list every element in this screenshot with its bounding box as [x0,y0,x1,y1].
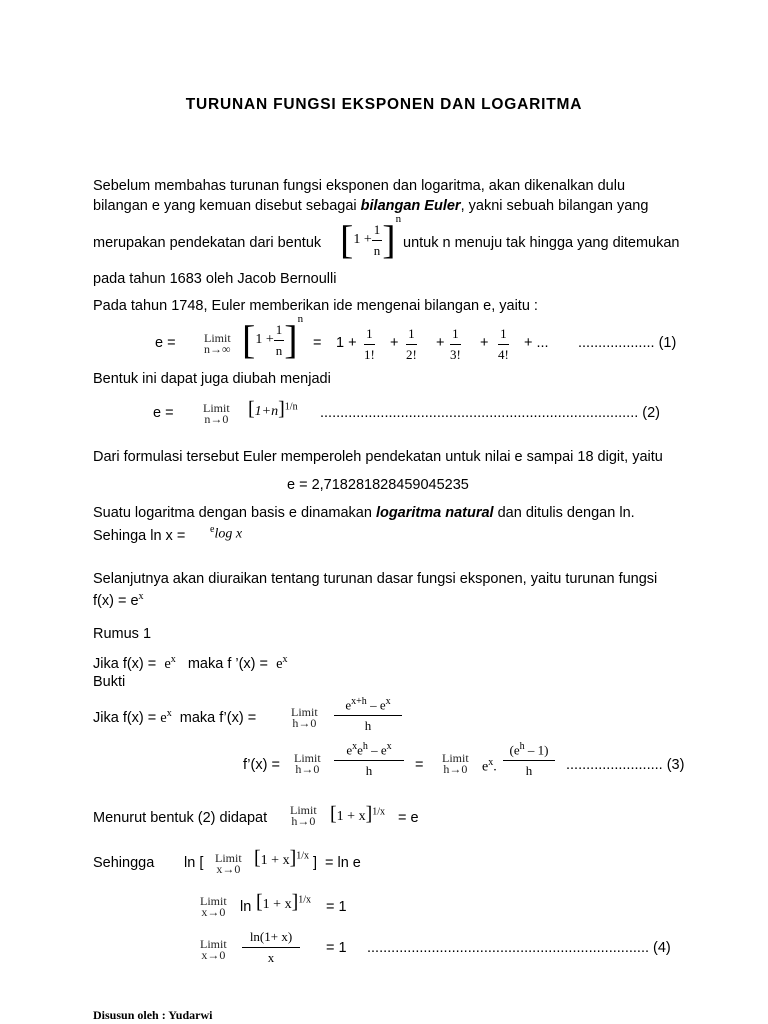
e-value: e = 2,718281828459045235 [287,477,469,493]
formula-bernoulli: [1 + $\frac{1}{n}$ ]$^n$ [340,212,402,262]
paragraph-formulasi: Dari formulasi tersebut Euler memperoleh pendekatan untuk nilai e sampai 18 digit, yaitu [93,449,663,465]
term-bilangan-euler: bilangan Euler [360,198,461,214]
paragraph-intro-line3b: untuk n menuju tak hingga yang ditemukan [403,235,680,251]
ln-limit: Limit x→0 [200,894,227,919]
paragraph-bentuk: Bentuk ini dapat juga diubah menjadi [93,371,331,387]
fx-definition: $f(x) = e^x$ [93,591,144,609]
paragraph-euler-idea: Pada tahun 1748, Euler memberikan ide mengenai bilangan e, yaitu : [93,298,538,314]
log-expression: $^e$log x [210,524,243,542]
paragraph-intro-line3a: merupakan pendekatan dari bentuk [93,235,322,251]
sehinga-ln: Sehinga ln x = [93,528,186,544]
term-logaritma-natural: logaritma natural [375,505,494,521]
eq4-limit: Limit x→0 [200,937,227,962]
eq2-ref: ............................................................................... (2) [320,405,661,421]
eq4-fraction: $\frac{\ln(1+ x)}{x}$ [242,929,300,966]
eq1-ref: ................... (1) [578,335,677,351]
bukti-heading: Bukti [93,674,126,690]
eq1-lhs: e = [155,335,176,351]
fprime-label: f’(x) = [243,757,280,773]
paragraph-intro-line2: bilangan e yang kemuan disebut sebagai bilangan Euler, yakni sebuah bilangan yang [93,198,649,214]
proof-fraction-3: $\frac{(e^h - 1)}{h}$ [503,741,555,779]
jika-proof: Jika $f(x) = e^x$ maka f’(x) = [93,708,257,726]
proof-fraction-1: $\frac{e^{x+h} - e^x}{h}$ [334,696,402,734]
sehingga-text: Sehingga [93,855,155,871]
page-title: TURUNAN FUNGSI EKSPONEN DAN LOGARITMA [185,96,583,113]
eq3-ref: ........................ (3) [566,757,685,773]
proof-limit-2: Limit h→0 [294,751,321,776]
rumus-heading: Rumus 1 [93,626,152,642]
proof-fraction-2: $\frac{e^xe^h - e^x}{h}$ [334,741,404,779]
menurut-text: Menurut bentuk (2) didapat [93,810,268,826]
menurut-limit: Limit h→0 [290,803,317,828]
eq2-limit: Limit n→0 [203,401,230,426]
eq2-lhs: e = [153,405,174,421]
sehingga-limit: Limit x→0 [215,851,242,876]
footer-author: Disusun oleh : Yudarwi [93,1008,213,1022]
eq4-ref: ...................................................................... (4) [367,940,671,956]
jika-statement: Jika $f(x) = e^x$ maka f ’(x) = $e^x$ [93,654,288,672]
paragraph-selanjutnya: Selanjutnya akan diuraikan tentang turunan dasar fungsi eksponen, yaitu turunan fungsi [93,571,658,587]
menurut-bracket: $[1 + x]^{1/x}$ [330,803,386,825]
eq1-bracket: [1 + $\frac{1}{n}$ ]$^n$ [242,312,304,362]
paragraph-ln: Suatu logaritma dengan basis e dinamakan logaritma natural dan ditulis dengan ln. [93,505,635,521]
eq2-bracket: $[1+n]^{1/n}$ [248,398,298,420]
paragraph-intro-line1: Sebelum membahas turunan fungsi eksponen dan logaritma, akan dikenalkan dulu [93,178,626,194]
proof-limit-1: Limit h→0 [291,705,318,730]
eq1-limit: Limit n→∞ [204,331,231,356]
paragraph-intro-line4: pada tahun 1683 oleh Jacob Bernoulli [93,271,337,287]
proof-limit-3: Limit h→0 [442,751,469,776]
